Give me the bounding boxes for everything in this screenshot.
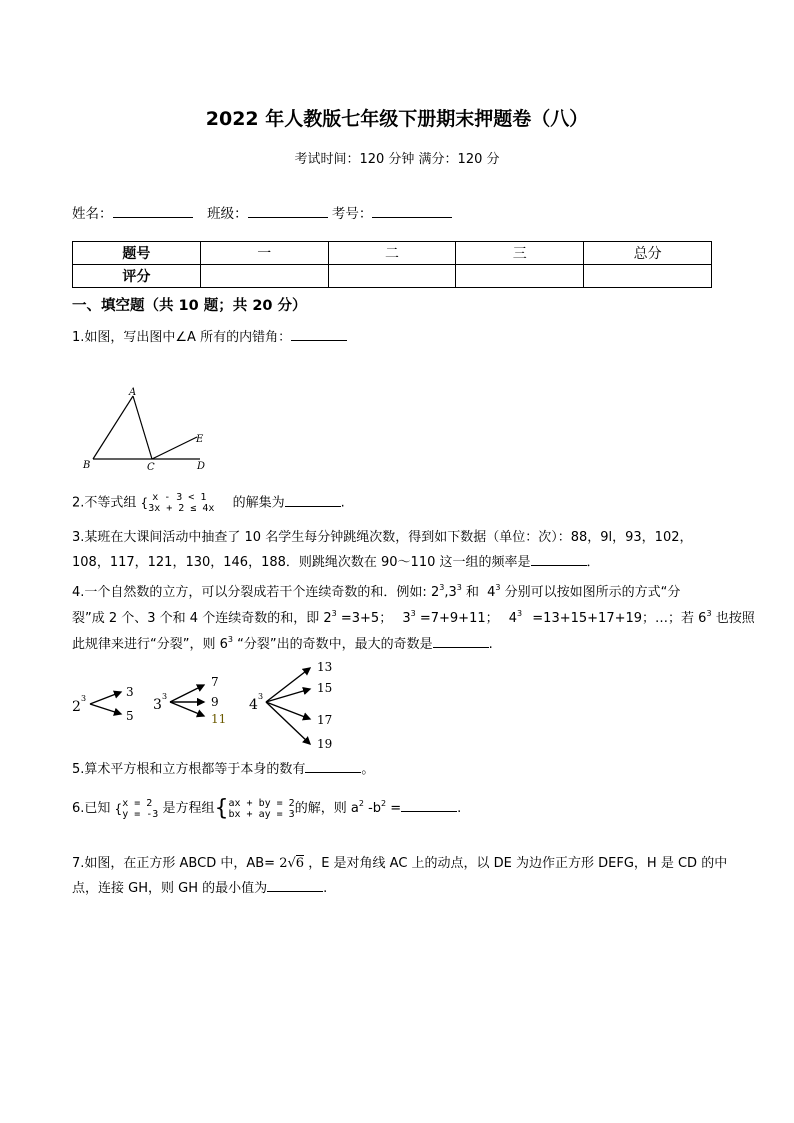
score-input-cell[interactable]: [328, 265, 456, 288]
question-text: “分裂”出的奇数中，最大的奇数是: [237, 637, 433, 652]
solution-system: [122, 798, 158, 820]
number-label: 考号：: [331, 206, 373, 222]
answer-blank[interactable]: [305, 771, 361, 773]
table-row: [73, 242, 712, 265]
math: ,3: [444, 585, 457, 600]
question-text: 裂”成 2 个、3 个和 4 个连续奇数的和，即: [72, 611, 320, 626]
exponent: 3: [81, 694, 87, 703]
exponent: 3: [410, 609, 416, 618]
question-7: [72, 854, 727, 874]
question-4-line3: [72, 630, 493, 655]
arrow-icon: [266, 702, 310, 719]
base-2: 2: [72, 699, 81, 715]
odd-number: 11: [211, 712, 227, 726]
answer-blank[interactable]: [401, 810, 457, 812]
segment-ab: [93, 396, 133, 459]
answer-blank[interactable]: [267, 890, 323, 892]
label-d: D: [197, 461, 206, 472]
arrow-icon: [90, 704, 121, 714]
odd-number: 5: [126, 709, 134, 723]
odd-number: 7: [211, 675, 219, 689]
math: 2: [279, 856, 288, 871]
question-4: [72, 578, 680, 603]
math: =7+9+11；: [419, 611, 499, 626]
class-label: 班级：: [207, 206, 248, 222]
segment-ce: [152, 437, 197, 459]
question-text: 108，117，121，130，146，188．则跳绳次数在 90～110 这一组的频率是: [72, 555, 531, 570]
exponent: 3: [456, 583, 462, 592]
score-table: [72, 241, 712, 288]
question-text: 的解集为: [232, 495, 285, 511]
segment-ac: [133, 396, 152, 459]
math: 4: [508, 611, 518, 626]
punct: ．: [586, 555, 600, 570]
math: 6: [698, 611, 707, 626]
table-cell: 题号: [73, 242, 201, 265]
label-b: B: [83, 460, 91, 471]
arrow-icon: [266, 689, 310, 702]
name-label: 姓名：: [72, 206, 113, 222]
answer-blank[interactable]: [291, 339, 347, 341]
base-4: 4: [249, 697, 258, 713]
exponent: 2: [358, 799, 364, 808]
answer-blank[interactable]: [285, 505, 341, 507]
question-7-line2: [72, 879, 327, 899]
student-info: [72, 202, 452, 222]
punct: .: [488, 637, 493, 652]
arrow-icon: [170, 685, 204, 702]
odd-number: 13: [317, 660, 333, 674]
question-text: ，E 是对角线 AC 上的动点，以 DE 为边作正方形 DEFG，H 是 CD 的中: [308, 856, 728, 871]
exponent: 3: [439, 583, 445, 592]
exponent: 3: [517, 609, 523, 618]
question-6: [72, 794, 461, 820]
question-2: [72, 492, 345, 514]
math: 6: [295, 856, 305, 871]
question-3-line2: [72, 553, 600, 573]
odd-number: 19: [317, 737, 333, 751]
question-text: 2.不等式组: [72, 495, 137, 511]
brace-icon: {: [114, 801, 123, 816]
label-a: A: [129, 387, 137, 398]
question-text: 点，连接 GH，则 GH 的最小值为: [72, 881, 268, 896]
section-heading: 一、填空题（共 10 题；共 20 分）: [72, 298, 307, 314]
score-input-cell[interactable]: [584, 265, 712, 288]
odd-number: 9: [211, 695, 219, 709]
page-title: 2022 年人教版七年级下册期末押题卷（八）: [205, 108, 589, 130]
base-3: 3: [153, 697, 162, 713]
equation-line: x = 2: [122, 797, 153, 809]
triangle-figure: [80, 384, 215, 474]
math: 2: [323, 611, 332, 626]
punct: .: [340, 495, 345, 511]
inequality-system: [148, 492, 214, 514]
exponent: 3: [331, 609, 337, 618]
table-cell: 总分: [584, 242, 712, 265]
equation-line: ax + by = 2: [228, 797, 295, 809]
arrow-icon: [90, 692, 121, 704]
table-cell: 评分: [73, 265, 201, 288]
exponent: 3: [227, 635, 233, 644]
math: 4: [487, 585, 496, 600]
question-text: 是方程组: [162, 801, 215, 816]
arrow-icon: [266, 668, 310, 702]
inequality-line: 3x + 2 ≤ 4x: [148, 503, 215, 514]
table-cell: 三: [456, 242, 584, 265]
math: 3: [402, 611, 411, 626]
exponent: 3: [162, 692, 168, 701]
table-cell: 二: [328, 242, 456, 265]
number-field[interactable]: [372, 216, 452, 218]
odd-number: 15: [317, 681, 333, 695]
punct: 。: [361, 762, 375, 777]
math: =: [390, 801, 402, 816]
math: =3+5；: [340, 611, 393, 626]
punct: .: [323, 881, 328, 896]
exponent: 3: [258, 692, 264, 701]
punct: .: [457, 801, 462, 816]
math: 2: [430, 585, 440, 600]
name-field[interactable]: [113, 216, 193, 218]
label-c: C: [147, 462, 155, 473]
answer-blank[interactable]: [531, 564, 587, 566]
math: a: [350, 801, 359, 816]
math: 6: [219, 637, 228, 652]
label-e: E: [196, 434, 204, 445]
cube-split-figure: [66, 656, 356, 756]
score-input-cell[interactable]: [200, 265, 328, 288]
question-text: 此规律来进行“分裂”，则: [72, 637, 216, 652]
question-text: 和: [461, 585, 479, 600]
question-4-line2: [72, 604, 755, 629]
equation-system: [228, 798, 294, 820]
inequality-line: x - 3 < 1: [152, 492, 207, 503]
math: -b: [368, 801, 382, 816]
equation-line: bx + ay = 3: [228, 808, 295, 820]
question-text: 3.某班在大课间活动中抽查了 10 名学生每分钟跳绳次数，得到如下数据（单位：次）：88，9l，93，102，: [72, 530, 693, 545]
question-text: 4.一个自然数的立方，可以分裂成若干个连续奇数的和．例如:: [72, 585, 427, 600]
question-text: 的解，则: [294, 801, 347, 816]
class-field[interactable]: [248, 216, 328, 218]
question-3: [72, 528, 693, 548]
question-text: 7.如图，在正方形 ABCD 中，AB=: [72, 856, 276, 871]
question-text: 也按照: [715, 611, 755, 626]
exponent: 2: [381, 799, 387, 808]
equation-line: y = -3: [122, 808, 159, 820]
math: =13+15+17+19；…；若: [532, 611, 695, 626]
arrow-icon: [170, 702, 204, 716]
question-5: [72, 760, 374, 780]
odd-number: 3: [126, 685, 134, 699]
question-text: 5.算术平方根和立方根都等于本身的数有: [72, 762, 306, 777]
answer-blank[interactable]: [433, 646, 489, 648]
brace-icon: {: [214, 795, 229, 821]
question-text: 1.如图，写出图中∠A 所有的内错角：: [72, 330, 292, 345]
brace-icon: {: [140, 496, 149, 510]
question-1: [72, 328, 347, 348]
odd-number: 17: [317, 713, 333, 727]
sqrt-icon: √: [287, 856, 296, 871]
table-row: [73, 265, 712, 288]
question-text: 分别可以按如图所示的方式“分: [504, 585, 681, 600]
exponent: 3: [495, 583, 501, 592]
score-input-cell[interactable]: [456, 265, 584, 288]
arrow-icon: [266, 702, 310, 744]
table-cell: 一: [200, 242, 328, 265]
question-text: 6.已知: [72, 801, 111, 816]
exam-info: 考试时间：120 分钟 满分：120 分: [294, 152, 500, 167]
exponent: 3: [706, 609, 712, 618]
